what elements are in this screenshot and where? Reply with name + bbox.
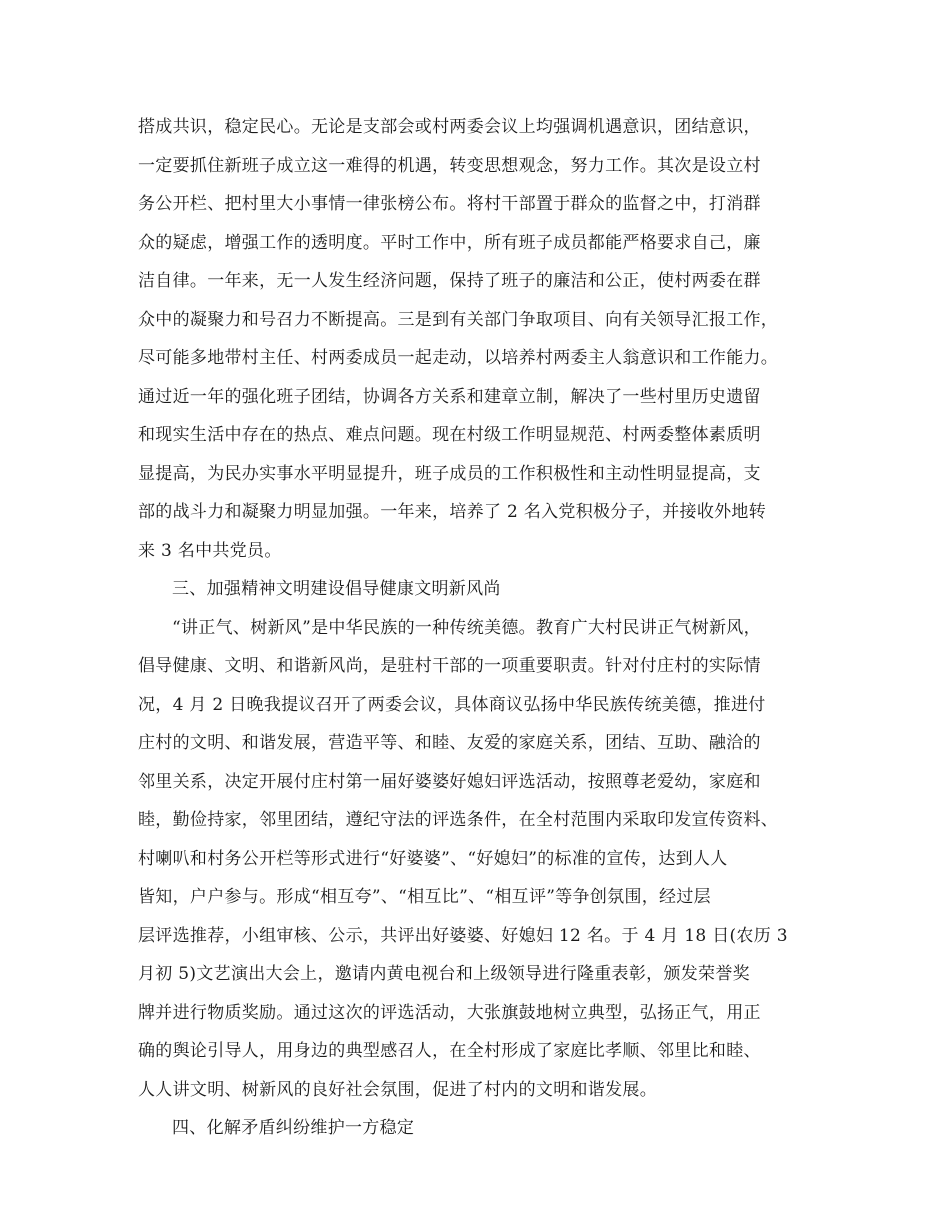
heading-text: 四、化解矛盾纠纷维护一方稳定 — [172, 1118, 415, 1138]
text-line: 邻里关系，决定开展付庄村第一届好婆婆好媳妇评选活动，按照尊老爱幼，家庭和 — [138, 771, 761, 792]
text-line: 村喇叭和村务公开栏等形式进行“好婆婆”、“好媳妇”的标准的宣传，达到人人 — [138, 848, 728, 869]
text-line: 搭成共识，稳定民心。无论是支部会或村两委会议上均强调机遇意识，团结意识， — [138, 117, 761, 137]
document-body — [138, 108, 828, 1148]
text-line: 月初 5)文艺演出大会上，邀请内黄电视台和上级领导进行隆重表彰，颁发荣誉奖 — [138, 964, 750, 984]
text-line: 一定要抓住新班子成立这一难得的机遇，转变思想观念，努力工作。其次是设立村 — [138, 155, 761, 176]
text-line: 人人讲文明、树新风的良好社会氛围，促进了村内的文明和谐发展。 — [138, 1079, 657, 1100]
text-line: 庄村的文明、和谐发展，营造平等、和睦、友爱的家庭关系，团结、互助、融洽的 — [138, 733, 761, 753]
section-heading-three — [138, 570, 828, 609]
paragraph-continuation — [138, 108, 828, 570]
text-line: 众的疑虑，增强工作的透明度。平时工作中，所有班子成员都能严格要求自己，廉 — [138, 232, 761, 253]
text-line: 睦，勤俭持家，邻里团结，遵纪守法的评选条件，在全村范围内采取印发宣传资料、 — [138, 810, 779, 830]
section-heading-four — [138, 1109, 828, 1148]
text-line: 洁自律。一年来，无一人发生经济问题，保持了班子的廉洁和公正，使村两委在群 — [138, 271, 761, 291]
text-line: 况，4 月 2 日晚我提议召开了两委会议，具体商议弘扬中华民族传统美德，推进付 — [138, 694, 766, 715]
text-line: 和现实生活中存在的热点、难点问题。现在村级工作明显规范、村两委整体素质明 — [138, 425, 761, 445]
text-line: 倡导健康、文明、和谐新风尚，是驻村干部的一项重要职责。针对付庄村的实际情 — [138, 656, 761, 676]
text-line: 层评选推荐，小组审核、公示，共评出好婆婆、好媳妇 12 名。于 4 月 18 日(农历 3 — [138, 925, 788, 946]
text-line: “讲正气、树新风”是中华民族的一种传统美德。教育广大村民讲正气树新风， — [172, 617, 761, 638]
text-line: 部的战斗力和凝聚力明显加强。一年来，培养了 2 名入党积极分子，并接收外地转 — [138, 502, 767, 522]
text-line: 来 3 名中共党员。 — [138, 540, 282, 561]
heading-text: 三、加强精神文明建设倡导健康文明新风尚 — [172, 579, 501, 599]
text-line: 皆知，户户参与。形成“相互夸”、“相互比”、“相互评”等争创氛围，经过层 — [138, 887, 711, 907]
text-line: 众中的凝聚力和号召力不断提高。三是到有关部门争取项目、向有关领导汇报工作， — [138, 309, 779, 330]
text-line: 确的舆论引导人，用身边的典型感召人，在全村形成了家庭比孝顺、邻里比和睦、 — [138, 1041, 761, 1061]
paragraph-new-customs — [138, 609, 828, 1110]
text-line: 通过近一年的强化班子团结，协调各方关系和建章立制，解决了一些村里历史遗留 — [138, 386, 761, 407]
text-line: 显提高，为民办实事水平明显提升，班子成员的工作积极性和主动性明显提高，支 — [138, 463, 761, 484]
text-line: 牌并进行物质奖励。通过这次的评选活动，大张旗鼓地树立典型，弘扬正气，用正 — [138, 1002, 761, 1023]
text-line: 务公开栏、把村里大小事情一律张榜公布。将村干部置于群众的监督之中，打消群 — [138, 194, 761, 214]
text-line: 尽可能多地带村主任、村两委成员一起走动，以培养村两委主人翁意识和工作能力。 — [138, 348, 779, 368]
